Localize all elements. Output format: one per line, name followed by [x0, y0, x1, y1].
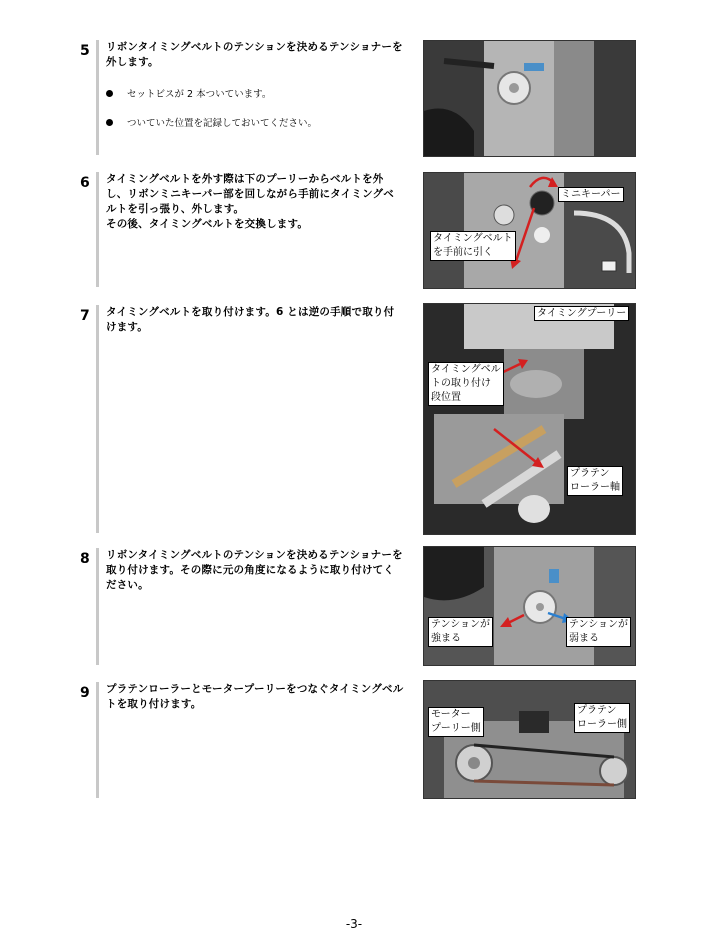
bullet-item: ついていた位置を記録しておいてください。 — [106, 117, 317, 131]
step-number: 5 — [80, 43, 90, 59]
bullet-icon — [106, 90, 113, 97]
label-tension-stronger: テンションが 強まる — [428, 617, 493, 647]
step-number: 9 — [80, 685, 90, 701]
step-number: 7 — [80, 308, 90, 324]
step-bar — [96, 172, 99, 287]
step-text: タイミングベルトを外す際は下のプーリーからベルトを外 し、リボンミニキーパー部を回しながら手前にタイミングベ ルトを引っ張り、外します。 その後、タイミングベルトを交換します。 — [106, 173, 394, 230]
step-bar — [96, 682, 99, 798]
machine-photo — [424, 681, 635, 798]
photo-remove-belt — [423, 172, 636, 289]
machine-photo — [424, 41, 635, 156]
photo-install-tensioner — [423, 546, 636, 666]
label-timing-pulley: タイミングプーリー — [534, 306, 629, 321]
bullet-icon — [106, 119, 113, 126]
label-platen-shaft: プラテン ローラー軸 — [567, 466, 623, 496]
page-number: -3- — [345, 917, 363, 931]
step-number: 8 — [80, 551, 90, 567]
machine-photo — [424, 304, 635, 534]
photo-tensioner — [423, 40, 636, 157]
machine-photo — [424, 547, 635, 665]
photo-install-belt — [423, 303, 636, 535]
label-motor-pulley-side: モーター プーリー側 — [428, 707, 484, 737]
step-number: 6 — [80, 175, 90, 191]
label-belt-position: タイミングベル トの取り付け 段位置 — [428, 362, 504, 406]
step-bar — [96, 40, 99, 155]
label-pull-belt: タイミングベルト を手前に引く — [430, 231, 516, 261]
step-bar — [96, 548, 99, 665]
step-text: リボンタイミングベルトのテンションを決めるテンショナーを 取り付けます。その際に元の角度になるように取り付けてく ださい。 — [106, 549, 403, 591]
step-text: プラテンローラーとモータープーリーをつなぐタイミングベル トを取り付けます。 — [106, 683, 404, 710]
step-bar — [96, 305, 99, 533]
label-platen-roller-side: プラテン ローラー側 — [574, 703, 630, 733]
photo-platen-belt — [423, 680, 636, 799]
label-tension-weaker: テンションが 弱まる — [566, 617, 631, 647]
step-text: リボンタイミングベルトのテンションを決めるテンショナーを 外します。 — [106, 41, 403, 68]
bullet-item: セットビスが 2 本ついています。 — [106, 88, 271, 102]
step-text: タイミングベルトを取り付けます。6 とは逆の手順で取り付 けます。 — [106, 306, 395, 333]
label-mini-keeper: ミニキーパー — [558, 187, 624, 202]
